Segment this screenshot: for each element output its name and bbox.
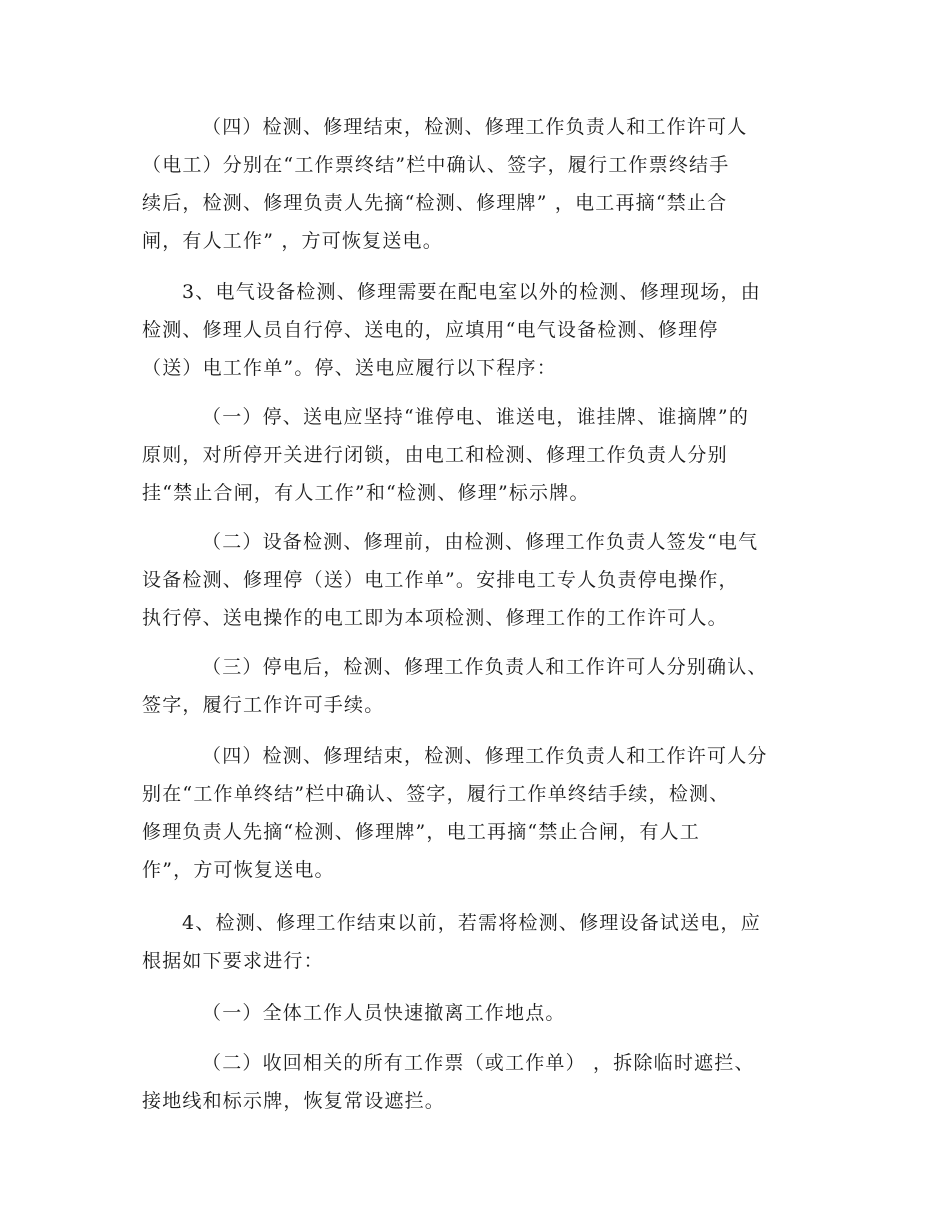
text-line: 挂“禁止合闸，有人工作”和“检测、修理”标示牌。 xyxy=(142,482,590,504)
paragraph-item-4 xyxy=(142,737,812,889)
text-line: 原则，对所停开关进行闭锁，由电工和检测、修理工作负责人分别 xyxy=(142,444,728,466)
text-line: 修理负责人先摘“检测、修理牌”，电工再摘“禁止合闸，有人工 xyxy=(142,821,700,843)
text-line: （二）收回相关的所有工作票（或工作单） ，拆除临时遮拦、 xyxy=(202,1052,755,1074)
text-line: 别在“工作单终结”栏中确认、签字，履行工作单终结手续，检测、 xyxy=(142,783,730,805)
paragraph-section-4 xyxy=(142,904,812,980)
text-line: 作”，方可恢复送电。 xyxy=(142,859,335,881)
paragraph-section-3 xyxy=(142,273,812,387)
text-line: （送）电工作单”。停、送电应履行以下程序： xyxy=(142,357,557,379)
paragraph-step-1 xyxy=(142,994,812,1032)
paragraph-step-2 xyxy=(142,1044,812,1120)
text-line: （二）设备检测、修理前，由检测、修理工作负责人签发“电气 xyxy=(202,531,759,553)
text-line: 接地线和标示牌，恢复常设遮拦。 xyxy=(142,1090,446,1112)
text-line: （一）全体工作人员快速撤离工作地点。 xyxy=(202,1002,566,1024)
paragraph-work-ticket-end xyxy=(142,108,812,260)
text-line: 3、电气设备检测、修理需要在配电室以外的检测、修理现场，由 xyxy=(182,281,761,303)
text-line: （四）检测、修理结束，检测、修理工作负责人和工作许可人分 xyxy=(202,745,768,767)
paragraph-item-2 xyxy=(142,523,812,637)
text-line: （一）停、送电应坚持“谁停电、谁送电，谁挂牌、谁摘牌”的 xyxy=(202,406,750,428)
text-line: 续后，检测、修理负责人先摘“检测、修理牌” ，电工再摘“禁止合 xyxy=(142,192,728,214)
text-line: 执行停、送电操作的电工即为本项检测、修理工作的工作许可人。 xyxy=(142,607,728,629)
text-line: 根据如下要求进行： xyxy=(142,950,324,972)
paragraph-item-1 xyxy=(142,398,812,512)
text-line: 签字，履行工作许可手续。 xyxy=(142,694,385,716)
text-line: 闸，有人工作” ，方可恢复送电。 xyxy=(142,230,443,252)
paragraph-item-3 xyxy=(142,648,812,724)
text-line: （电工）分别在“工作票终结”栏中确认、签字，履行工作票终结手 xyxy=(142,154,730,176)
text-line: （四）检测、修理结束，检测、修理工作负责人和工作许可人 xyxy=(202,116,748,138)
text-line: 4、检测、修理工作结束以前，若需将检测、修理设备试送电，应 xyxy=(182,912,761,934)
text-line: 设备检测、修理停（送）电工作单”。安排电工专人负责停电操作， xyxy=(142,569,739,591)
text-line: （三）停电后，检测、修理工作负责人和工作许可人分别确认、 xyxy=(202,656,768,678)
text-line: 检测、修理人员自行停、送电的，应填用“电气设备检测、修理停 xyxy=(142,319,719,341)
